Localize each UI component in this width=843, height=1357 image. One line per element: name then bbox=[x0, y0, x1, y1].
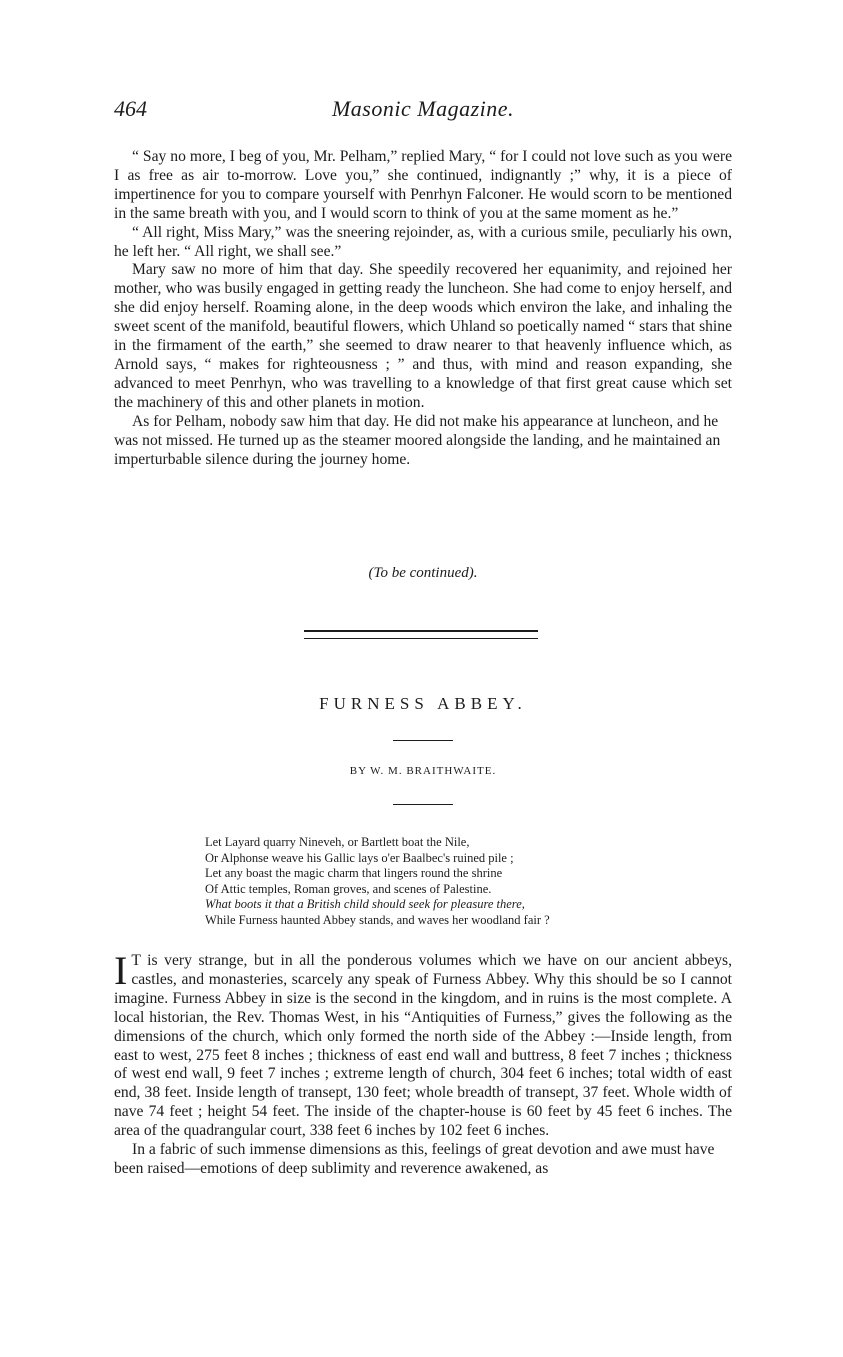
story-paragraph: “ All right, Miss Mary,” was the sneering rejoinder, as, with a curious smile, peculiarly his own, he left her. “ All right, we shall see.” bbox=[114, 223, 732, 260]
verse-line: Let any boast the magic charm that lingers round the shrine bbox=[205, 866, 503, 881]
essay-text bbox=[114, 948, 732, 1179]
essay-paragraph: In a fabric of such immense dimensions as this, feelings of great devotion and awe must have been raised—emotions of deep sublimity and reverence awakened, as bbox=[114, 1141, 715, 1177]
verse-line: Let Layard quarry Nineveh, or Bartlett boat the Nile, bbox=[205, 835, 470, 849]
page-number: 464 bbox=[114, 96, 147, 121]
story-text bbox=[114, 148, 732, 469]
verse-line: What boots it that a British child should seek for pleasure there, bbox=[205, 897, 525, 912]
running-head: Masonic Magazine. bbox=[331, 96, 515, 121]
story-paragraph: As for Pelham, nobody saw him that day. He did not make his appearance at luncheon, and he was not missed. He turned up as the steamer moored alongside the landing, and he maintained an imperturbable silence during the journey home. bbox=[114, 412, 721, 468]
to-be-continued: (To be continued). bbox=[368, 565, 478, 581]
story-paragraph: Mary saw no more of him that day. She speedily recovered her equanimity, and rejoined her mother, who was busily engaged in getting ready the luncheon. She had come to enjoy herself, and she did enjoy herself. Roaming alone, in the deep woods which environ the lake, and inhaling the sweet scent of the manifold, beautiful flowers, which Uhland so poetically named “ stars that shine in the firmament of the earth,” she seemed to draw nearer to that heavenly influence which, as Arnold says, “ makes for righteousness ; ” and thus, with mind and reason expanding, she advanced to meet Penrhyn, who was travelling to a knowledge of that first great cause which set the machinery of this and other planets in motion. bbox=[114, 261, 732, 411]
verse-line: Or Alphonse weave his Gallic lays o'er Baalbec's ruined pile ; bbox=[205, 850, 514, 865]
page-header bbox=[114, 96, 732, 130]
section-divider bbox=[304, 630, 538, 639]
verse-line: While Furness haunted Abbey stands, and waves her woodland fair ? bbox=[205, 912, 550, 927]
drop-cap: I bbox=[114, 948, 128, 993]
article-title: FURNESS ABBEY. bbox=[319, 694, 527, 713]
essay-paragraph-text: T is very strange, but in all the ponderous volumes which we have on our ancient abbeys, castles, and monasteries, scarcely any speak of Furness Abbey. Why this should be so I cannot imagine. Furness Abbey in size is the second in the kingdom, and in ruins is the most complete. A local historian, the Rev. Thomas West, in his “Antiquities of Furness,” gives the following as the dimensions of the church, which only formed the north side of the Abbey :—Inside length, from east to west, 275 feet 8 inches ; thickness of east end wall and buttress, 8 feet 7 inches ; thickness of west end wall, 9 feet 7 inches ; extreme length of church, 304 feet 6 inches; total width of east end, 38 feet. Inside length of transept, 130 feet; whole breadth of transept, 37 feet. Whole width of nave 74 feet ; height 54 feet. The inside of the chapter-house is 60 feet by 45 feet 6 inches. The area of the quadrangular court, 338 feet 6 inches by 102 feet 6 inches. bbox=[114, 952, 732, 1140]
essay-paragraph bbox=[114, 948, 732, 1141]
verse-line: Of Attic temples, Roman groves, and scenes of Palestine. bbox=[205, 881, 492, 896]
epigraph-verse bbox=[205, 835, 685, 929]
story-paragraph: “ Say no more, I beg of you, Mr. Pelham,” replied Mary, “ for I could not love such as you were I as free as air to-morrow. Love you,” she continued, indignantly ;” why, it is a piece of impertinence for you to compare yourself with Penrhyn Falconer. He would scorn to be mentioned in the same breath with you, and I would scorn to think of you at the same moment as he.” bbox=[114, 148, 732, 222]
byline-rule bbox=[393, 804, 453, 805]
byline: BY W. M. BRAITHWAITE. bbox=[349, 765, 497, 777]
title-rule bbox=[393, 740, 453, 741]
